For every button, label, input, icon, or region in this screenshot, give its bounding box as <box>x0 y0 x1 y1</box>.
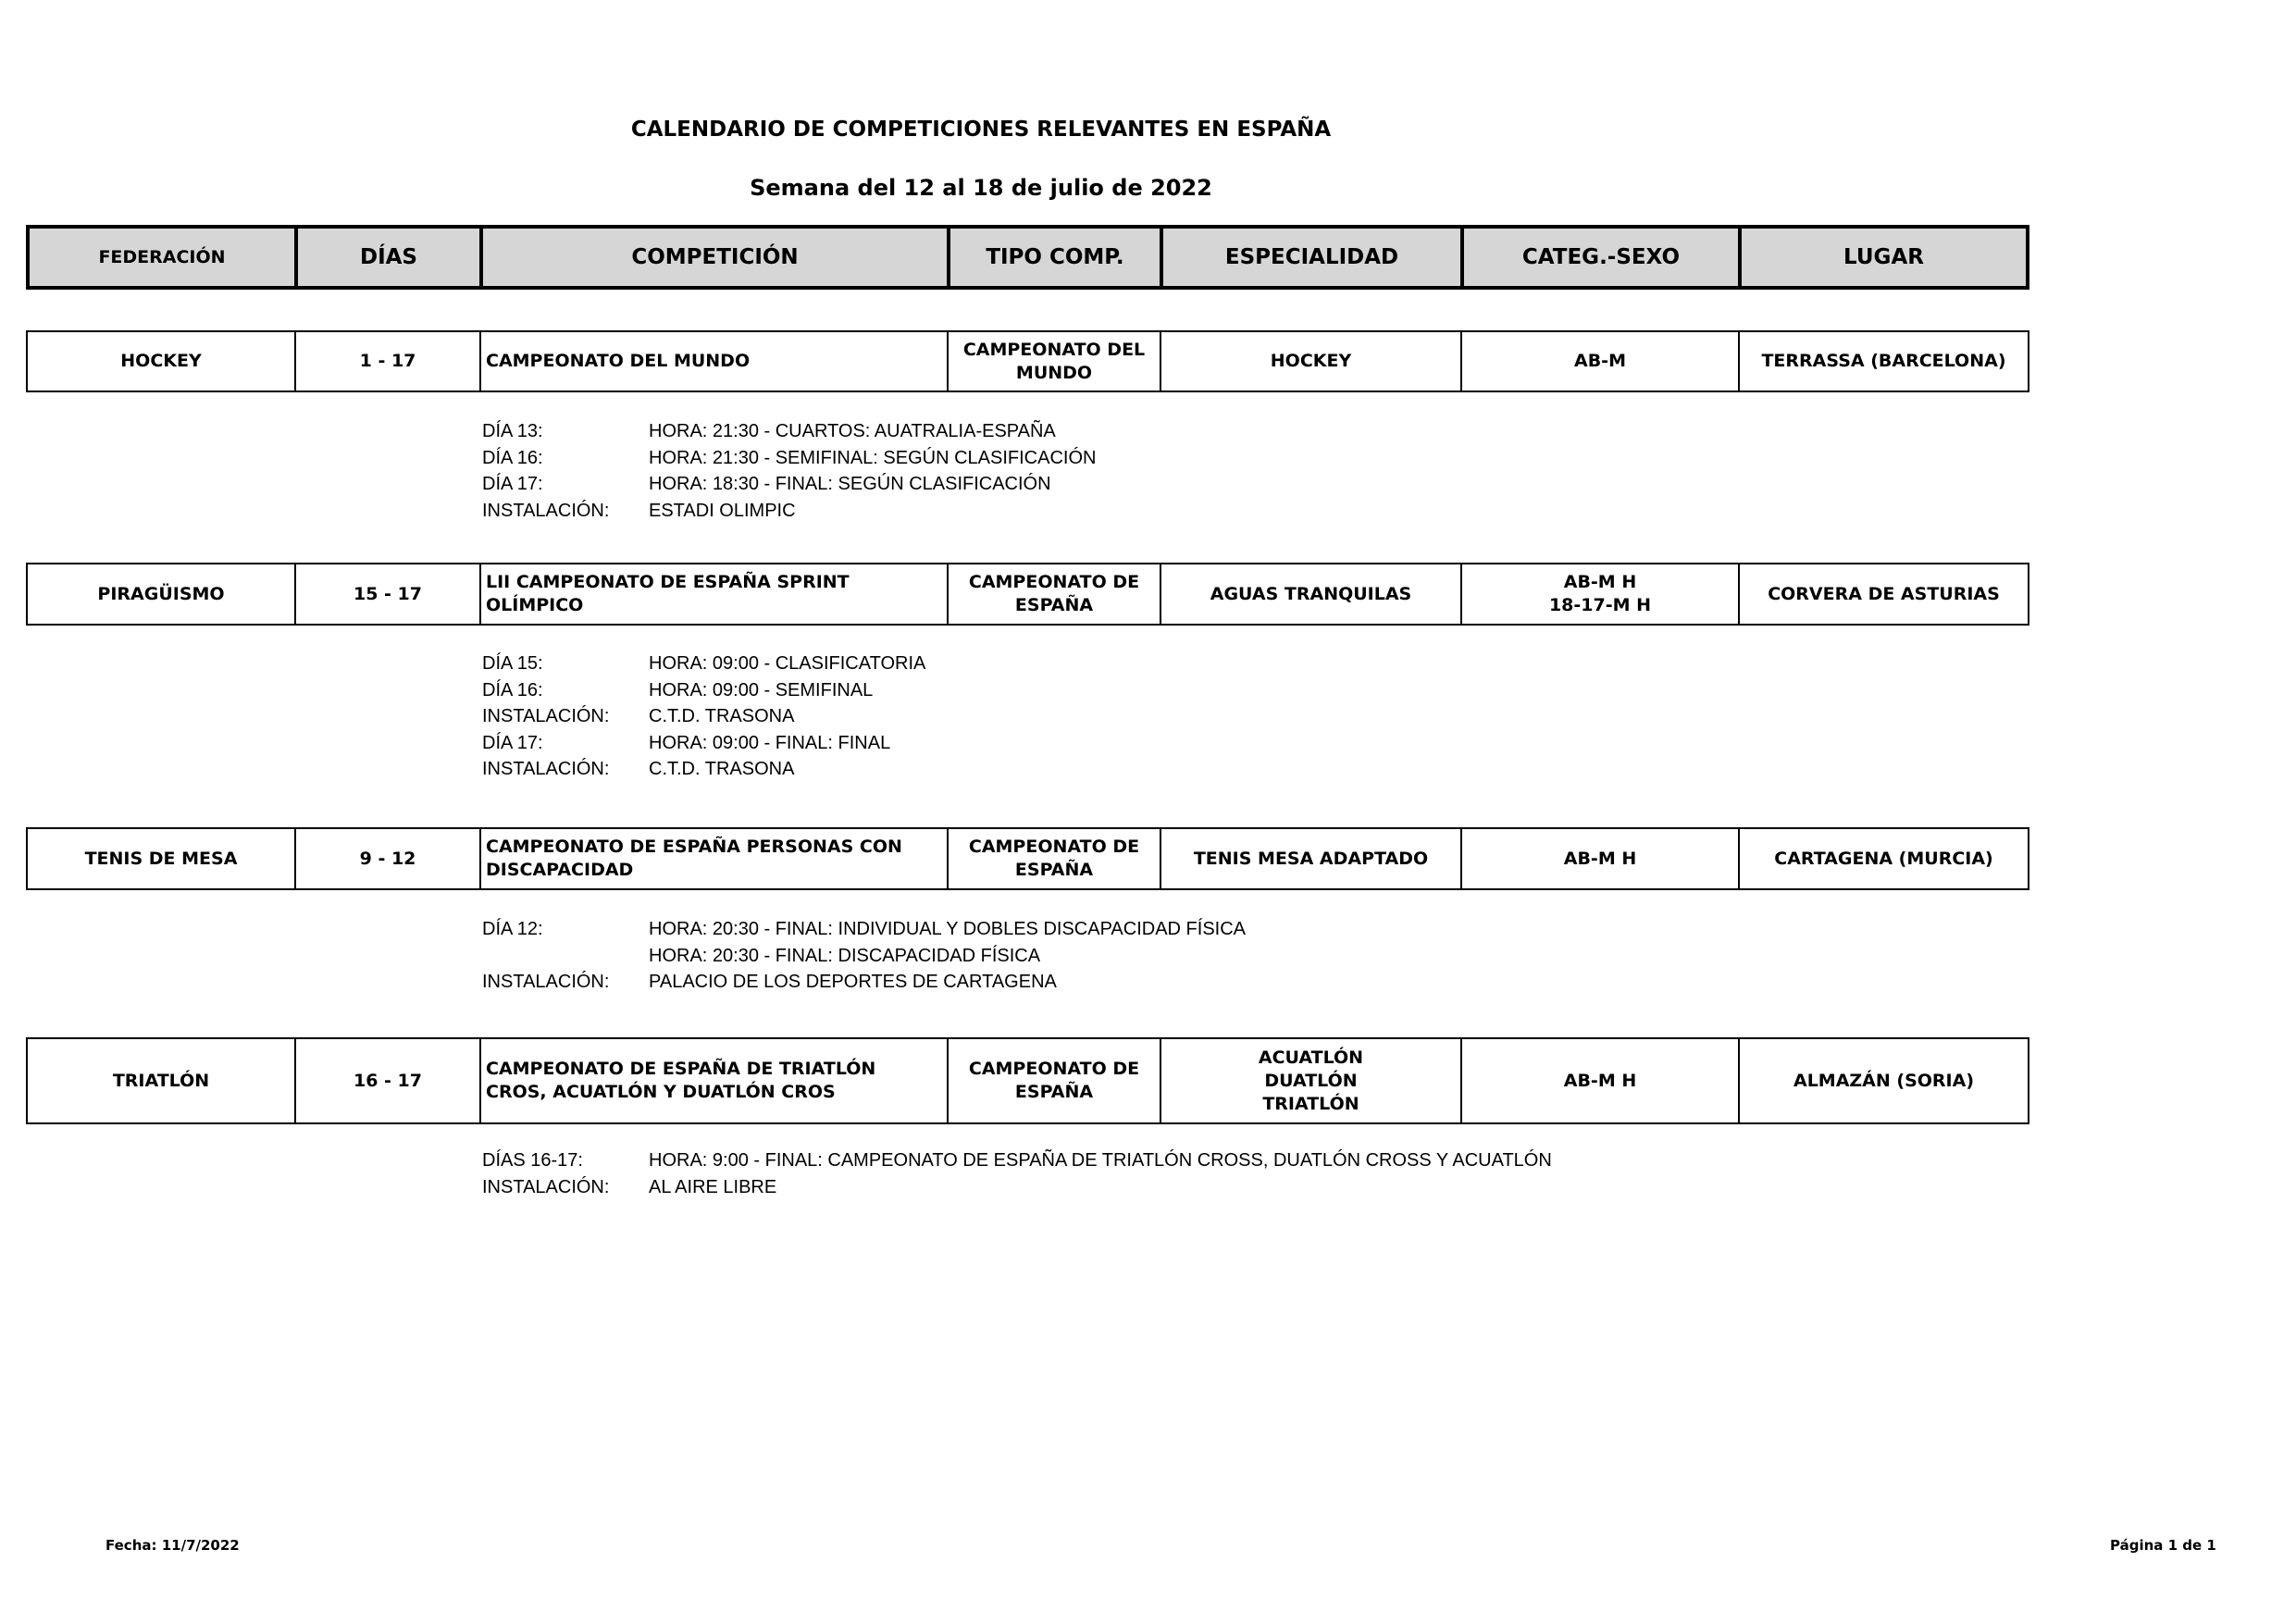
detail-text: HORA: 9:00 - FINAL: CAMPEONATO DE ESPAÑA DE TRIATLÓN CROSS, DUATLÓN CROSS Y ACUATLÓN <box>649 1150 1552 1171</box>
document-subtitle: Semana del 12 al 18 de julio de 2022 <box>750 175 1212 201</box>
detail-text: PALACIO DE LOS DEPORTES DE CARTAGENA <box>649 972 1057 992</box>
detail-text: AL AIRE LIBRE <box>649 1176 777 1197</box>
detail-label: DÍA 12: <box>482 919 543 939</box>
table-header <box>26 225 2029 290</box>
detail-label: DÍA 17: <box>482 732 543 753</box>
cell-lugar: CORVERA DE ASTURIAS <box>1768 583 2000 604</box>
cell-lugar: TERRASSA (BARCELONA) <box>1761 351 2006 371</box>
detail-label: DÍA 16: <box>482 679 543 700</box>
event-row-piraguismo <box>26 563 2029 626</box>
cell-dias: 1 - 17 <box>296 332 481 391</box>
detail-line <box>482 969 1246 996</box>
detail-text: HORA: 09:00 - FINAL: FINAL <box>649 732 891 753</box>
cell-dias: 15 - 17 <box>296 564 481 624</box>
cell-tipo: CAMPEONATO DE ESPAÑA <box>949 564 1161 624</box>
detail-label: INSTALACIÓN: <box>482 706 610 726</box>
cell-federacion: TENIS DE MESA <box>28 829 296 888</box>
detail-label: INSTALACIÓN: <box>482 759 610 779</box>
detail-text: HORA: 20:30 - FINAL: INDIVIDUAL Y DOBLES DISCAPACIDAD FÍSICA <box>649 919 1246 939</box>
detail-line <box>482 1174 1552 1201</box>
cell-tipo: CAMPEONATO DEL MUNDO <box>949 332 1161 391</box>
cell-competicion: LII CAMPEONATO DE ESPAÑA SPRINT OLÍMPICO <box>481 564 949 624</box>
detail-line <box>482 677 925 704</box>
header-tipo-comp: TIPO COMP. <box>950 229 1163 286</box>
detail-text: HORA: 20:30 - FINAL: DISCAPACIDAD FÍSICA <box>649 945 1041 966</box>
event-row-tenis-de-mesa <box>26 827 2029 890</box>
detail-line <box>482 916 1246 943</box>
detail-label: DÍA 16: <box>482 447 543 468</box>
detail-label: INSTALACIÓN: <box>482 1176 610 1197</box>
event-row-hockey <box>26 330 2029 392</box>
detail-line <box>482 418 1096 445</box>
cell-tipo: CAMPEONATO DE ESPAÑA <box>949 1039 1161 1122</box>
detail-label: DÍA 17: <box>482 474 543 494</box>
event-details-piraguismo <box>482 651 925 783</box>
detail-line <box>482 1147 1552 1174</box>
header-especialidad: ESPECIALIDAD <box>1163 229 1464 286</box>
cell-federacion: TRIATLÓN <box>28 1039 296 1122</box>
detail-text: C.T.D. TRASONA <box>649 759 795 779</box>
detail-text: HORA: 09:00 - CLASIFICATORIA <box>649 653 926 674</box>
header-categ-sexo: CATEG.-SEXO <box>1464 229 1742 286</box>
cell-categ: AB-M <box>1462 332 1740 391</box>
detail-text: HORA: 09:00 - SEMIFINAL <box>649 679 874 700</box>
detail-label <box>482 943 649 970</box>
footer-pagina: Página 1 de 1 <box>2110 1537 2216 1554</box>
cell-federacion: PIRAGÜISMO <box>28 564 296 624</box>
cell-competicion: CAMPEONATO DE ESPAÑA PERSONAS CON DISCAPACIDAD <box>481 829 949 888</box>
header-lugar: LUGAR <box>1843 245 1924 269</box>
detail-line <box>482 651 925 677</box>
header-dias: DÍAS <box>298 229 483 286</box>
cell-categ: AB-M H 18-17-M H <box>1462 564 1740 624</box>
detail-text: C.T.D. TRASONA <box>649 706 795 726</box>
detail-label: DÍA 13: <box>482 421 543 441</box>
detail-line <box>482 756 925 783</box>
detail-line <box>482 498 1096 525</box>
cell-lugar: ALMAZÁN (SORIA) <box>1793 1070 1975 1091</box>
cell-federacion: HOCKEY <box>28 332 296 391</box>
detail-label: DÍAS 16-17: <box>482 1150 583 1171</box>
detail-line <box>482 703 925 730</box>
cell-especialidad: AGUAS TRANQUILAS <box>1161 564 1462 624</box>
cell-especialidad: ACUATLÓN DUATLÓN TRIATLÓN <box>1161 1039 1462 1122</box>
cell-competicion: CAMPEONATO DE ESPAÑA DE TRIATLÓN CROS, ACUATLÓN Y DUATLÓN CROS <box>481 1039 949 1122</box>
header-federacion: FEDERACIÓN <box>30 229 298 286</box>
cell-categ: AB-M H <box>1462 829 1740 888</box>
detail-text: ESTADI OLIMPIC <box>649 500 796 521</box>
event-row-triatlon <box>26 1037 2029 1124</box>
event-details-hockey <box>482 418 1096 524</box>
detail-text: HORA: 21:30 - SEMIFINAL: SEGÚN CLASIFICACIÓN <box>649 447 1097 468</box>
detail-text: HORA: 21:30 - CUARTOS: AUATRALIA-ESPAÑA <box>649 421 1056 441</box>
cell-dias: 9 - 12 <box>296 829 481 888</box>
detail-text: HORA: 18:30 - FINAL: SEGÚN CLASIFICACIÓN <box>649 474 1051 494</box>
detail-line <box>482 445 1096 472</box>
event-details-tenis-de-mesa <box>482 916 1246 996</box>
cell-tipo: CAMPEONATO DE ESPAÑA <box>949 829 1161 888</box>
header-competicion: COMPETICIÓN <box>483 229 950 286</box>
footer-fecha: Fecha: 11/7/2022 <box>105 1537 240 1554</box>
cell-lugar: CARTAGENA (MURCIA) <box>1774 848 1993 869</box>
event-details-triatlon <box>482 1147 1552 1200</box>
cell-dias: 16 - 17 <box>296 1039 481 1122</box>
cell-categ: AB-M H <box>1462 1039 1740 1122</box>
detail-label: INSTALACIÓN: <box>482 972 610 992</box>
detail-label: INSTALACIÓN: <box>482 500 610 521</box>
cell-especialidad: HOCKEY <box>1161 332 1462 391</box>
cell-especialidad: TENIS MESA ADAPTADO <box>1161 829 1462 888</box>
detail-line <box>482 471 1096 498</box>
detail-line <box>482 943 1246 970</box>
detail-label: DÍA 15: <box>482 653 543 674</box>
cell-competicion: CAMPEONATO DEL MUNDO <box>481 332 949 391</box>
document-title: CALENDARIO DE COMPETICIONES RELEVANTES EN ESPAÑA <box>630 118 1332 142</box>
detail-line <box>482 730 925 757</box>
